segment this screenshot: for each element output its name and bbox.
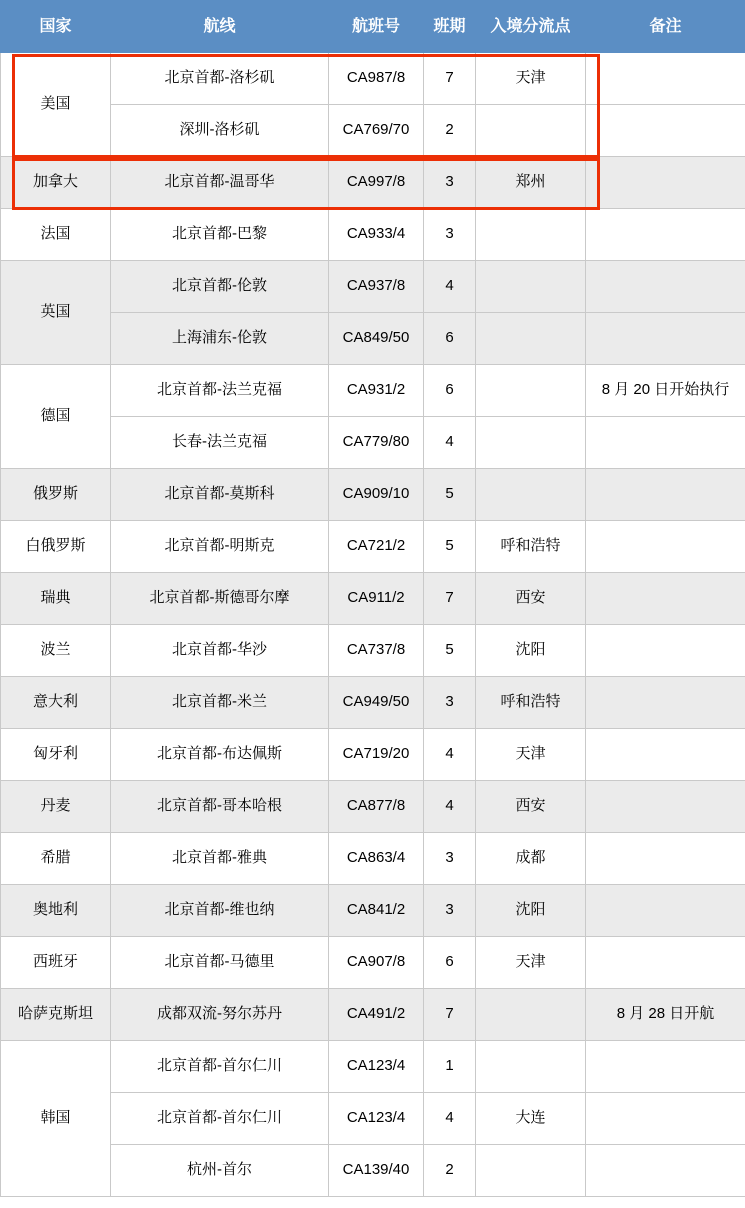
flight-number-cell: CA931/2 bbox=[329, 365, 424, 417]
table-row bbox=[1, 157, 745, 209]
frequency-cell: 5 bbox=[424, 469, 476, 521]
table-row bbox=[1, 469, 745, 521]
flight-number-cell: CA877/8 bbox=[329, 781, 424, 833]
flight-number-cell: CA779/80 bbox=[329, 417, 424, 469]
frequency-cell: 3 bbox=[424, 677, 476, 729]
frequency-cell: 4 bbox=[424, 781, 476, 833]
entry-point-cell bbox=[476, 313, 586, 365]
country-cell: 奥地利 bbox=[1, 885, 111, 937]
table-row bbox=[1, 989, 745, 1041]
route-cell: 北京首都-温哥华 bbox=[111, 157, 329, 209]
entry-point-cell: 天津 bbox=[476, 937, 586, 989]
route-cell: 北京首都-首尔仁川 bbox=[111, 1041, 329, 1093]
route-cell: 北京首都-莫斯科 bbox=[111, 469, 329, 521]
flight-number-cell: CA937/8 bbox=[329, 261, 424, 313]
remark-cell bbox=[586, 885, 745, 937]
route-cell: 北京首都-明斯克 bbox=[111, 521, 329, 573]
frequency-cell: 3 bbox=[424, 885, 476, 937]
route-cell: 北京首都-巴黎 bbox=[111, 209, 329, 261]
table-row bbox=[1, 521, 745, 573]
entry-point-cell bbox=[476, 989, 586, 1041]
flight-number-cell: CA911/2 bbox=[329, 573, 424, 625]
remark-cell bbox=[586, 313, 745, 365]
flight-number-cell: CA123/4 bbox=[329, 1093, 424, 1145]
entry-point-cell: 大连 bbox=[476, 1093, 586, 1145]
frequency-cell: 5 bbox=[424, 625, 476, 677]
remark-cell bbox=[586, 105, 745, 157]
entry-point-cell bbox=[476, 1145, 586, 1197]
remark-cell bbox=[586, 781, 745, 833]
remark-cell bbox=[586, 261, 745, 313]
remark-cell bbox=[586, 937, 745, 989]
flight-number-cell: CA769/70 bbox=[329, 105, 424, 157]
column-header-country: 国家 bbox=[1, 1, 111, 53]
entry-point-cell: 西安 bbox=[476, 573, 586, 625]
remark-cell bbox=[586, 1093, 745, 1145]
route-cell: 北京首都-维也纳 bbox=[111, 885, 329, 937]
entry-point-cell bbox=[476, 261, 586, 313]
remark-cell: 8 月 20 日开始执行 bbox=[586, 365, 745, 417]
country-cell: 英国 bbox=[1, 261, 111, 365]
remark-cell bbox=[586, 469, 745, 521]
column-header-route: 航线 bbox=[111, 1, 329, 53]
country-cell: 法国 bbox=[1, 209, 111, 261]
flight-number-cell: CA949/50 bbox=[329, 677, 424, 729]
route-cell: 深圳-洛杉矶 bbox=[111, 105, 329, 157]
frequency-cell: 3 bbox=[424, 833, 476, 885]
table-row bbox=[1, 261, 745, 313]
entry-point-cell bbox=[476, 469, 586, 521]
entry-point-cell: 天津 bbox=[476, 53, 586, 105]
flight-number-cell: CA907/8 bbox=[329, 937, 424, 989]
flight-number-cell: CA123/4 bbox=[329, 1041, 424, 1093]
frequency-cell: 7 bbox=[424, 989, 476, 1041]
table-header-row bbox=[1, 1, 745, 53]
entry-point-cell: 西安 bbox=[476, 781, 586, 833]
route-cell: 北京首都-米兰 bbox=[111, 677, 329, 729]
frequency-cell: 4 bbox=[424, 261, 476, 313]
entry-point-cell: 呼和浩特 bbox=[476, 521, 586, 573]
flight-number-cell: CA491/2 bbox=[329, 989, 424, 1041]
route-cell: 北京首都-伦敦 bbox=[111, 261, 329, 313]
remark-cell bbox=[586, 1041, 745, 1093]
route-cell: 北京首都-洛杉矶 bbox=[111, 53, 329, 105]
remark-cell: 8 月 28 日开航 bbox=[586, 989, 745, 1041]
entry-point-cell: 呼和浩特 bbox=[476, 677, 586, 729]
country-cell: 德国 bbox=[1, 365, 111, 469]
route-cell: 北京首都-斯德哥尔摩 bbox=[111, 573, 329, 625]
country-cell: 韩国 bbox=[1, 1041, 111, 1197]
remark-cell bbox=[586, 209, 745, 261]
frequency-cell: 3 bbox=[424, 157, 476, 209]
route-cell: 北京首都-马德里 bbox=[111, 937, 329, 989]
remark-cell bbox=[586, 157, 745, 209]
remark-cell bbox=[586, 417, 745, 469]
table-row bbox=[1, 885, 745, 937]
remark-cell bbox=[586, 521, 745, 573]
table-body bbox=[1, 53, 745, 1197]
remark-cell bbox=[586, 677, 745, 729]
remark-cell bbox=[586, 1145, 745, 1197]
table-row bbox=[1, 729, 745, 781]
table-row bbox=[1, 781, 745, 833]
table-row bbox=[1, 833, 745, 885]
flight-number-cell: CA721/2 bbox=[329, 521, 424, 573]
column-header-remark: 备注 bbox=[586, 1, 745, 53]
route-cell: 北京首都-雅典 bbox=[111, 833, 329, 885]
frequency-cell: 7 bbox=[424, 53, 476, 105]
entry-point-cell bbox=[476, 209, 586, 261]
route-cell: 北京首都-布达佩斯 bbox=[111, 729, 329, 781]
flight-number-cell: CA737/8 bbox=[329, 625, 424, 677]
flight-number-cell: CA909/10 bbox=[329, 469, 424, 521]
country-cell: 意大利 bbox=[1, 677, 111, 729]
flight-number-cell: CA139/40 bbox=[329, 1145, 424, 1197]
table-row bbox=[1, 677, 745, 729]
table-row bbox=[1, 313, 745, 365]
country-cell: 俄罗斯 bbox=[1, 469, 111, 521]
column-header-frequency: 班期 bbox=[424, 1, 476, 53]
table-row bbox=[1, 53, 745, 105]
country-cell: 瑞典 bbox=[1, 573, 111, 625]
frequency-cell: 2 bbox=[424, 1145, 476, 1197]
frequency-cell: 6 bbox=[424, 937, 476, 989]
country-cell: 希腊 bbox=[1, 833, 111, 885]
country-cell: 加拿大 bbox=[1, 157, 111, 209]
country-cell: 白俄罗斯 bbox=[1, 521, 111, 573]
table-row bbox=[1, 573, 745, 625]
flight-number-cell: CA987/8 bbox=[329, 53, 424, 105]
route-cell: 长春-法兰克福 bbox=[111, 417, 329, 469]
country-cell: 哈萨克斯坦 bbox=[1, 989, 111, 1041]
flight-number-cell: CA849/50 bbox=[329, 313, 424, 365]
frequency-cell: 3 bbox=[424, 209, 476, 261]
table-header bbox=[1, 1, 745, 53]
remark-cell bbox=[586, 573, 745, 625]
route-cell: 北京首都-哥本哈根 bbox=[111, 781, 329, 833]
route-cell: 北京首都-法兰克福 bbox=[111, 365, 329, 417]
frequency-cell: 4 bbox=[424, 1093, 476, 1145]
frequency-cell: 6 bbox=[424, 313, 476, 365]
frequency-cell: 4 bbox=[424, 417, 476, 469]
route-cell: 北京首都-首尔仁川 bbox=[111, 1093, 329, 1145]
remark-cell bbox=[586, 729, 745, 781]
country-cell: 匈牙利 bbox=[1, 729, 111, 781]
table-row bbox=[1, 625, 745, 677]
column-header-entry-point: 入境分流点 bbox=[476, 1, 586, 53]
frequency-cell: 5 bbox=[424, 521, 476, 573]
entry-point-cell bbox=[476, 417, 586, 469]
country-cell: 西班牙 bbox=[1, 937, 111, 989]
remark-cell bbox=[586, 53, 745, 105]
remark-cell bbox=[586, 625, 745, 677]
frequency-cell: 7 bbox=[424, 573, 476, 625]
column-header-flight-number: 航班号 bbox=[329, 1, 424, 53]
entry-point-cell bbox=[476, 1041, 586, 1093]
country-cell: 波兰 bbox=[1, 625, 111, 677]
flight-number-cell: CA997/8 bbox=[329, 157, 424, 209]
entry-point-cell: 天津 bbox=[476, 729, 586, 781]
frequency-cell: 2 bbox=[424, 105, 476, 157]
country-cell: 美国 bbox=[1, 53, 111, 157]
table-row bbox=[1, 1145, 745, 1197]
frequency-cell: 6 bbox=[424, 365, 476, 417]
table-row bbox=[1, 209, 745, 261]
remark-cell bbox=[586, 833, 745, 885]
table-row bbox=[1, 1041, 745, 1093]
route-cell: 北京首都-华沙 bbox=[111, 625, 329, 677]
route-cell: 杭州-首尔 bbox=[111, 1145, 329, 1197]
flight-number-cell: CA863/4 bbox=[329, 833, 424, 885]
table-row bbox=[1, 417, 745, 469]
table-row bbox=[1, 1093, 745, 1145]
route-cell: 上海浦东-伦敦 bbox=[111, 313, 329, 365]
entry-point-cell: 沈阳 bbox=[476, 625, 586, 677]
route-cell: 成都双流-努尔苏丹 bbox=[111, 989, 329, 1041]
frequency-cell: 4 bbox=[424, 729, 476, 781]
flight-number-cell: CA933/4 bbox=[329, 209, 424, 261]
entry-point-cell bbox=[476, 365, 586, 417]
country-cell: 丹麦 bbox=[1, 781, 111, 833]
flight-number-cell: CA719/20 bbox=[329, 729, 424, 781]
frequency-cell: 1 bbox=[424, 1041, 476, 1093]
table-row bbox=[1, 105, 745, 157]
table-row bbox=[1, 365, 745, 417]
flight-number-cell: CA841/2 bbox=[329, 885, 424, 937]
entry-point-cell: 郑州 bbox=[476, 157, 586, 209]
table-row bbox=[1, 937, 745, 989]
entry-point-cell bbox=[476, 105, 586, 157]
entry-point-cell: 成都 bbox=[476, 833, 586, 885]
entry-point-cell: 沈阳 bbox=[476, 885, 586, 937]
